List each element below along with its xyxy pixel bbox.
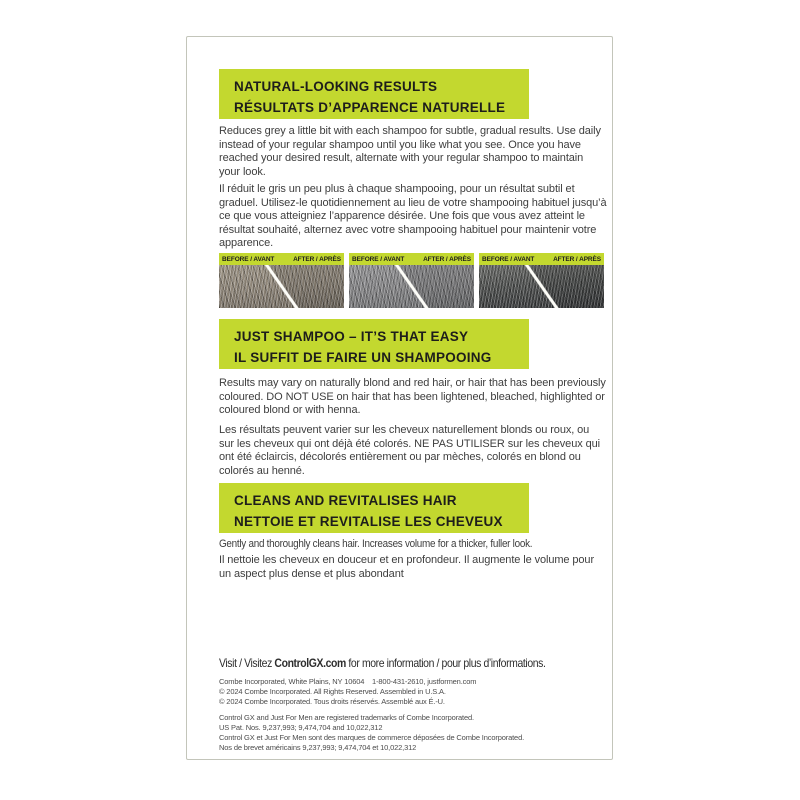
heading-fr: NETTOIE ET REVITALISE LES CHEVEUX — [234, 514, 503, 529]
heading-en: CLEANS AND REVITALISES HAIR — [234, 493, 457, 508]
heading-en: NATURAL-LOOKING RESULTS — [234, 79, 438, 94]
before-label: BEFORE / AVANT — [222, 255, 275, 263]
after-label: AFTER / APRÈS — [423, 255, 471, 263]
diagonal-divider-line — [349, 265, 474, 308]
heading-fr: IL SUFFIT DE FAIRE UN SHAMPOOING — [234, 350, 492, 365]
after-label: AFTER / APRÈS — [293, 255, 341, 263]
visit-suffix: for more information / pour plus d’informations. — [345, 656, 546, 670]
legal-line-trademark-en: Control GX and Just For Men are registered trademarks of Combe Incorporated. — [219, 713, 474, 722]
hair-photo-dark — [479, 265, 604, 308]
after-label: AFTER / APRÈS — [553, 255, 601, 263]
before-label: BEFORE / AVANT — [482, 255, 535, 263]
legal-block-trademarks — [219, 713, 619, 753]
paragraph-results-fr: Il réduit le gris un peu plus à chaque shampooing, pour un résultat subtil et graduel. Utilisez-le quotidiennement au lieu de votre shampooing habituel jusqu’à ce que vous atteigniez l’apparence désirée. Une fois que vous avez atteint le résultat souhaité, alternez avec votre shampooing habituel pour maintenir votre apparence. — [219, 183, 607, 249]
before-label: BEFORE / AVANT — [352, 255, 405, 263]
heading-band-just-shampoo — [219, 319, 529, 369]
diagonal-divider-line — [479, 265, 604, 308]
legal-line-address: Combe Incorporated, White Plains, NY 10604 1-800-431-2610, justformen.com — [219, 677, 477, 686]
before-after-labels — [349, 253, 474, 265]
paragraph-cleans-en: Gently and thoroughly cleans hair. Increases volume for a thicker, fuller look. — [219, 538, 533, 550]
panel-card — [186, 36, 613, 760]
heading-en: JUST SHAMPOO – IT’S THAT EASY — [234, 329, 469, 344]
legal-block-company — [219, 677, 619, 707]
heading-fr: RÉSULTATS D’APPARENCE NATURELLE — [234, 100, 506, 115]
paragraph-cleans-fr: Il nettoie les cheveux en douceur et en profondeur. Il augmente le volume pour un aspect plus dense et plus abondant — [219, 554, 595, 580]
before-after-panel-2 — [349, 253, 474, 308]
legal-line-trademark-fr: Control GX et Just For Men sont des marques de commerce déposées de Combe Incorporated. — [219, 733, 525, 742]
website-url: ControlGX.com — [274, 656, 346, 670]
heading-band-cleans-revitalises — [219, 483, 529, 533]
before-after-labels — [479, 253, 604, 265]
legal-line-copyright-fr: © 2024 Combe Incorporated. Tous droits réservés. Assemblé aux É.-U. — [219, 697, 445, 706]
before-after-panel-3 — [479, 253, 604, 308]
paragraph-warning-en: Results may vary on naturally blond and red hair, or hair that has been previously coloured. DO NOT USE on hair that has been lightened, bleached, highlighted or coloured blond or with henna. — [219, 377, 606, 416]
visit-website-line — [219, 656, 602, 670]
hair-photo-light — [219, 265, 344, 308]
before-after-row — [219, 253, 605, 308]
paragraph-results-en: Reduces grey a little bit with each shampoo for subtle, gradual results. Use daily instead of your regular shampoo until you like what you see. Once you have reached your desired result, alternate with your regular shampoo to maintain your look. — [219, 125, 601, 178]
legal-line-patents-fr: Nos de brevet américains 9,237,993; 9,474,704 et 10,022,312 — [219, 743, 417, 752]
heading-band-natural-results — [219, 69, 529, 119]
before-after-panel-1 — [219, 253, 344, 308]
diagonal-divider-line — [219, 265, 344, 308]
legal-line-copyright-en: © 2024 Combe Incorporated. All Rights Reserved. Assembled in U.S.A. — [219, 687, 446, 696]
before-after-labels — [219, 253, 344, 265]
hair-photo-medium — [349, 265, 474, 308]
visit-prefix: Visit / Visitez — [219, 656, 275, 670]
paragraph-warning-fr: Les résultats peuvent varier sur les cheveux naturellement blonds ou roux, ou sur les cheveux qui ont déjà été colorés. NE PAS UTILISER sur les cheveux qui ont été éclaircis, décolorés entièrement ou par mèches, colorés en blond ou colorés au henné. — [219, 424, 600, 477]
legal-line-patents-en: US Pat. Nos. 9,237,993; 9,474,704 and 10,022,312 — [219, 723, 383, 732]
